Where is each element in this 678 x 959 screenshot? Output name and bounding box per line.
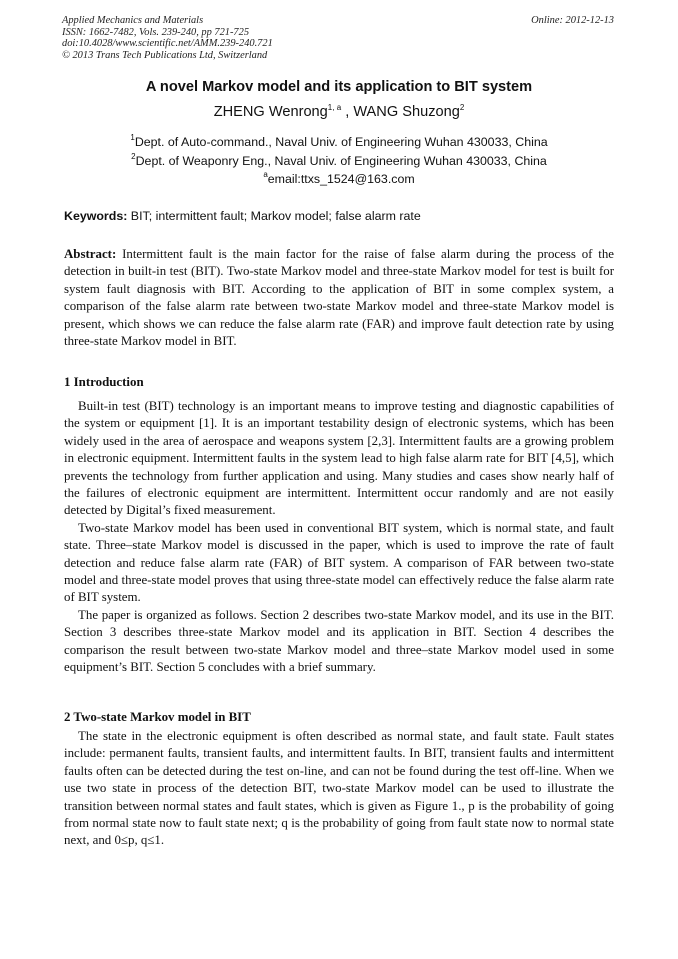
journal-name: Applied Mechanics and Materials — [62, 15, 204, 26]
abstract-paragraph — [64, 246, 614, 350]
paper-title: A novel Markov model and its application to BIT system — [145, 79, 533, 95]
author-2-superscript: 2 — [459, 103, 465, 112]
online-date: Online: 2012-12-13 — [531, 15, 614, 26]
affiliation-2 — [0, 154, 678, 168]
journal-header — [62, 15, 614, 61]
affiliation-1 — [0, 135, 678, 149]
intro-paragraph-3: The paper is organized as follows. Section 2 describes two-state Markov model, and its use in the BIT. Section 3 describes three-state Markov model and its application in BIT. Section 4 describes the comparison the result between two-state Markov model and three–state Markov model used in some equipment’s BIT. Section 5 concludes with a brief summary. — [64, 607, 614, 675]
doi-line: doi:10.4028/www.scientific.net/AMM.239-240.721 — [62, 38, 273, 50]
author-line — [0, 104, 678, 120]
section-2-body — [64, 728, 614, 850]
section-2-paragraph-1: The state in the electronic equipment is often described as normal state, and fault state. Fault states include: permanent faults, transient faults, and intermittent faults. In BIT, transient faults and intermittent faults often can be detected during the test on-line, and can not be found during the test off-line. When we use two state in process of the detection BIT, two-state Markov model can be used to illustrate the transition between normal states and fault states, which is given as Figure 1., p is the probability of going from normal state now to fault state next; q is the probability of going from fault state now to normal state next, and 0≤p, q≤1. — [64, 729, 614, 848]
affiliation-2-superscript: 2 — [131, 152, 136, 161]
abstract-label: Abstract: — [64, 247, 117, 261]
author-2: WANG Shuzong — [353, 104, 460, 120]
abstract — [64, 246, 614, 350]
section-1-heading: 1 Introduction — [64, 375, 144, 389]
intro-paragraph-2: Two-state Markov model has been used in conventional BIT system, which is normal state, and fault state. Three–state Markov model is discussed in the paper, which is used to improve the rate of fault detection and reduce false alarm rate (FAR) of BIT system. A comparison of FAR between two-state model and three-state model proves that using three-state model can effectively reduce the false alarm rate of BIT system. — [64, 520, 614, 605]
email-line — [0, 172, 678, 186]
keywords-text: BIT; intermittent fault; Markov model; false alarm rate — [127, 209, 421, 223]
keywords — [64, 209, 421, 223]
author-separator: , — [341, 104, 354, 120]
author-1-superscript: 1, a — [327, 103, 342, 112]
email-text: email:ttxs_1524@163.com — [267, 172, 415, 186]
section-1-body — [64, 398, 614, 677]
affiliation-2-text: Dept. of Weaponry Eng., Naval Univ. of Engineering Wuhan 430033, China — [135, 154, 547, 168]
affiliation-1-superscript: 1 — [130, 133, 135, 142]
email-superscript: a — [263, 170, 268, 179]
affiliation-1-text: Dept. of Auto-command., Naval Univ. of Engineering Wuhan 430033, China — [134, 135, 548, 149]
issn-line: ISSN: 1662-7482, Vols. 239-240, pp 721-725 — [62, 26, 250, 38]
keywords-label: Keywords: — [64, 209, 128, 223]
intro-paragraph-1: Built-in test (BIT) technology is an important means to improve testing and diagnostic capabilities of the system or equipment [1]. It is an important testability design of electronic systems, which has been widely used in the area of aerospace and weapons system [2,3]. Intermittent faults are a growing problem in electronic equipment. Intermittent faults in the system lead to high false alarm rate for BIT [4,5], which prevents the technology from further application and using. Many studies and cases show nearly half of the failures of electronic equipment are intermittent. Intermittent occur randomly and are not easily detected by Digital’s fixed measurement. — [64, 399, 614, 518]
section-2-heading: 2 Two-state Markov model in BIT — [64, 710, 251, 724]
abstract-text: Intermittent fault is the main factor for the raise of false alarm during the process of the detection in built-in test (BIT). Two-state Markov model and three-state Markov model for test is built for system fault diagnosis with BIT. According to the application of BIT in some complex system, a comparison of the false alarm rate between two-state Markov model and three-state Markov model is present, which shows we can reduce the false alarm rate (FAR) and improve fault detection rate by using three-state Markov model in BIT. — [64, 247, 614, 349]
copyright-line: © 2013 Trans Tech Publications Ltd, Switzerland — [62, 49, 268, 61]
author-1: ZHENG Wenrong — [213, 104, 328, 120]
